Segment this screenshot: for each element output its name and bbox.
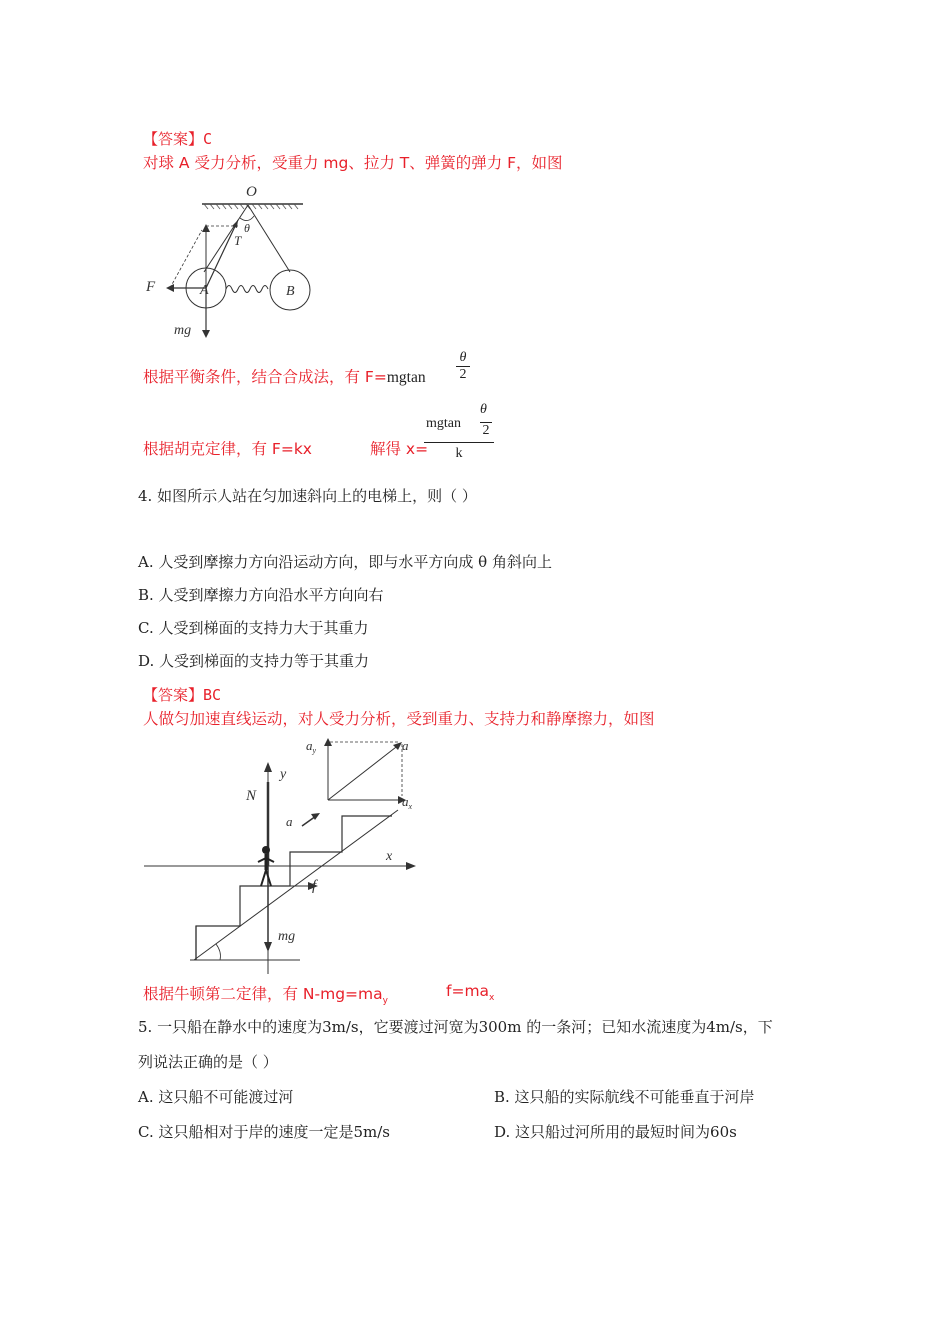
question-4-stem: 4. 如图所示人站在匀加速斜向上的电梯上，则（ ）: [138, 487, 477, 505]
label-f: f: [312, 878, 317, 894]
solve-text: 解得 x=: [370, 440, 429, 458]
question-5-option-b: B. 这只船的实际航线不可能垂直于河岸: [494, 1088, 755, 1106]
friction-equation: [446, 982, 494, 1003]
label-ax: $a_x$: [402, 794, 413, 811]
question-5-option-a: A. 这只船不可能渡过河: [138, 1088, 294, 1106]
hooke-equation: [143, 437, 312, 459]
label-mg-2: mg: [278, 929, 296, 944]
label-A: A: [200, 283, 209, 298]
frac-den: 2: [456, 366, 470, 383]
question-5-option-c: C. 这只船相对于岸的速度一定是5m/s: [138, 1123, 390, 1141]
answer-value: BC: [203, 686, 222, 704]
label-B: B: [286, 284, 295, 299]
label-theta: θ: [244, 221, 250, 235]
question-5-stem-line2: 列说法正确的是（ ）: [138, 1053, 278, 1071]
label-N: N: [246, 788, 257, 804]
figure-spring-balls: [140, 178, 330, 338]
frac-x-theta: θ: [480, 402, 487, 417]
label-ay: $a_y$: [306, 738, 317, 755]
answer-label-text: 【答案】: [143, 686, 204, 704]
figure-escalator: [140, 734, 420, 976]
hooke-text: 根据胡克定律，有 F=kx: [143, 440, 312, 458]
equation-text: 根据平衡条件，结合合成法，有 F=: [143, 368, 387, 386]
question-5-stem-line1: 5. 一只船在静水中的速度为3m/s，它要渡过河宽为300m 的一条河；已知水流速度为4m/s，下: [138, 1018, 773, 1036]
question-4-option-b: B. 人受到摩擦力方向沿水平方向向右: [138, 586, 384, 604]
answer-label-2: [143, 684, 221, 705]
newton-sub: y: [382, 996, 388, 1007]
frac-x-den: k: [424, 442, 494, 462]
fraction-x: [424, 402, 494, 462]
frac-x-num: mgtan: [426, 416, 461, 431]
label-O: O: [246, 184, 257, 200]
analysis-2: 人做匀加速直线运动，对人受力分析，受到重力、支持力和静摩擦力，如图: [143, 710, 655, 728]
label-x-axis: x: [386, 849, 393, 864]
frac-x-small-den: 2: [480, 422, 492, 439]
label-T: T: [234, 233, 242, 248]
friction-sub: x: [489, 993, 495, 1004]
question-4-option-c: C. 人受到梯面的支持力大于其重力: [138, 619, 369, 637]
label-acc: a: [286, 814, 293, 829]
fraction-theta-2: [456, 350, 470, 383]
newton-text: 根据牛顿第二定律，有 N-mg=ma: [143, 985, 383, 1003]
frac-num: θ: [459, 350, 467, 365]
answer-label-1: [143, 128, 212, 149]
label-y-axis: y: [280, 767, 287, 782]
equilibrium-equation: [143, 365, 426, 387]
label-a-resultant: a: [402, 738, 409, 753]
friction-text: f=ma: [446, 982, 490, 1000]
answer-value: C: [203, 130, 213, 148]
question-4-option-d: D. 人受到梯面的支持力等于其重力: [138, 652, 370, 670]
equation-expr: mgtan: [386, 369, 426, 386]
question-4-option-a: A. 人受到摩擦力方向沿运动方向，即与水平方向成 θ 角斜向上: [138, 553, 552, 571]
person-head: [262, 846, 270, 854]
label-F: F: [146, 279, 156, 295]
question-5-option-d: D. 这只船过河所用的最短时间为60s: [494, 1123, 737, 1141]
answer-label-text: 【答案】: [143, 130, 204, 148]
newton-equation: [143, 982, 388, 1006]
analysis-1: 对球 A 受力分析，受重力 mg、拉力 T、弹簧的弹力 F，如图: [143, 154, 563, 172]
label-mg: mg: [174, 323, 192, 338]
